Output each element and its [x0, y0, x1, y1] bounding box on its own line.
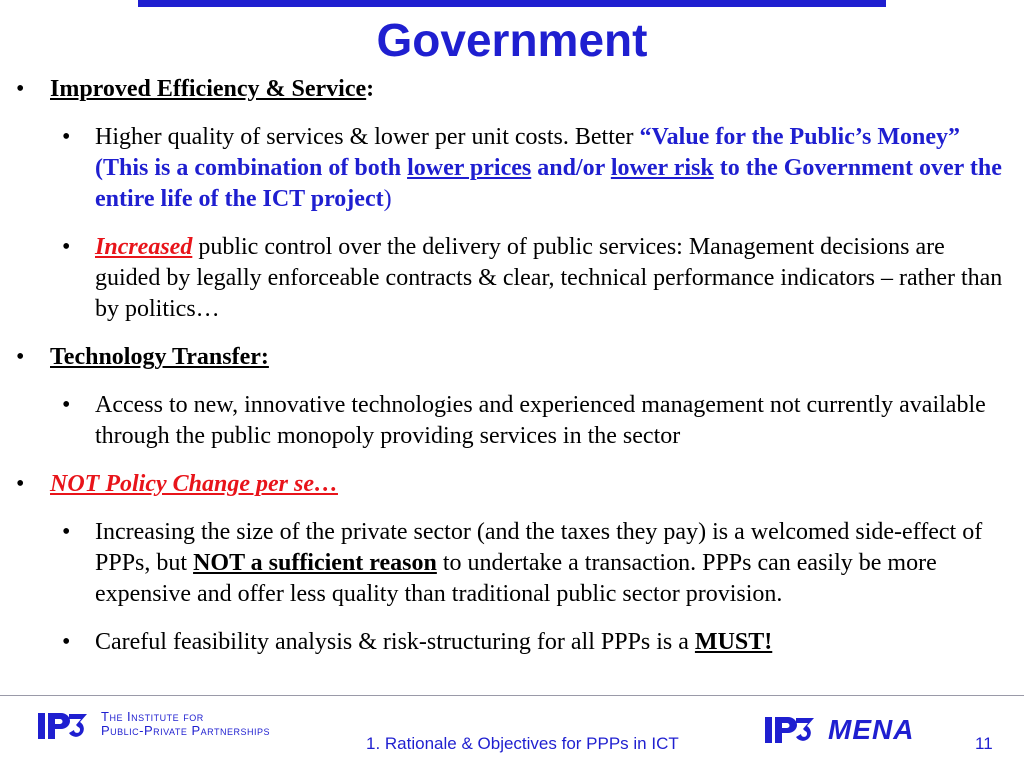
access-text: Access to new, innovative technologies and experienced management not currently available through the public monopoly providing services in the sector [95, 392, 986, 449]
heading-policy: NOT Policy Change per se… [50, 471, 338, 497]
institute-line-1: The Institute for [101, 709, 204, 724]
slide-content [0, 74, 1024, 658]
lower-risk: lower risk [610, 155, 714, 181]
bullet-technology [0, 342, 1024, 373]
page-number: 11 [975, 734, 993, 753]
quality-close: ) [383, 186, 392, 212]
ip3-mena-mark-icon [762, 715, 824, 745]
subbullet-access [0, 390, 1024, 452]
must-emphasis: MUST! [694, 629, 773, 655]
bullet-dot-icon: • [62, 124, 71, 150]
footer-caption: 1. Rationale & Objectives for PPPs in ICT [366, 734, 679, 753]
control-text: public control over the delivery of public services: Management decisions are guided by legally enforceable contracts & clear, technical performance indicators – rather than by politics… [95, 234, 1003, 322]
lower-prices: lower prices [407, 155, 532, 181]
feasibility-text: Careful feasibility analysis & risk-structuring for all PPPs is a [95, 629, 695, 655]
subbullet-quality [0, 122, 1024, 215]
bullet-dot-icon: • [16, 344, 25, 370]
bullet-dot-icon: • [16, 76, 25, 102]
heading-colon: : [366, 76, 375, 102]
heading-efficiency: Improved Efficiency & Service [50, 76, 367, 102]
increased-emphasis: Increased [95, 234, 193, 260]
bullet-policy [0, 469, 1024, 500]
quality-rest: to the Government over the entire life of the ICT project [95, 155, 1002, 212]
quality-quote: “Value for the Public’s Money” (This is a combination of both [95, 124, 960, 181]
ip3-mena-logo [762, 714, 914, 746]
subbullet-size [0, 517, 1024, 610]
subbullet-control [0, 232, 1024, 325]
subbullet-feasibility [0, 627, 1024, 658]
size-text: Increasing the size of the private sector (and the taxes they pay) is a welcomed side-effect of PPPs, but [95, 519, 983, 576]
size-text-rest: to undertake a transaction. PPPs can easily be more expensive and offer less quality than traditional public sector provision. [95, 550, 937, 607]
and-or: and/or [531, 155, 611, 181]
title-rule [138, 0, 886, 7]
bullet-dot-icon: • [62, 629, 71, 655]
bullet-efficiency [0, 74, 1024, 105]
bullet-dot-icon: • [62, 234, 71, 260]
footer-divider [0, 695, 1024, 696]
heading-technology: Technology Transfer: [50, 344, 269, 370]
mena-label: MENA [828, 714, 915, 745]
institute-line-2: Public-Private Partnerships [101, 723, 270, 738]
bullet-dot-icon: • [62, 519, 71, 545]
institute-name [101, 710, 270, 738]
not-sufficient-reason: NOT a sufficient reason [193, 550, 437, 576]
quality-text: Higher quality of services & lower per unit costs. Better [95, 124, 640, 150]
bullet-dot-icon: • [16, 471, 25, 497]
bullet-dot-icon: • [62, 392, 71, 418]
slide-title: Government [376, 14, 648, 66]
ip3-logo-icon [37, 711, 95, 741]
